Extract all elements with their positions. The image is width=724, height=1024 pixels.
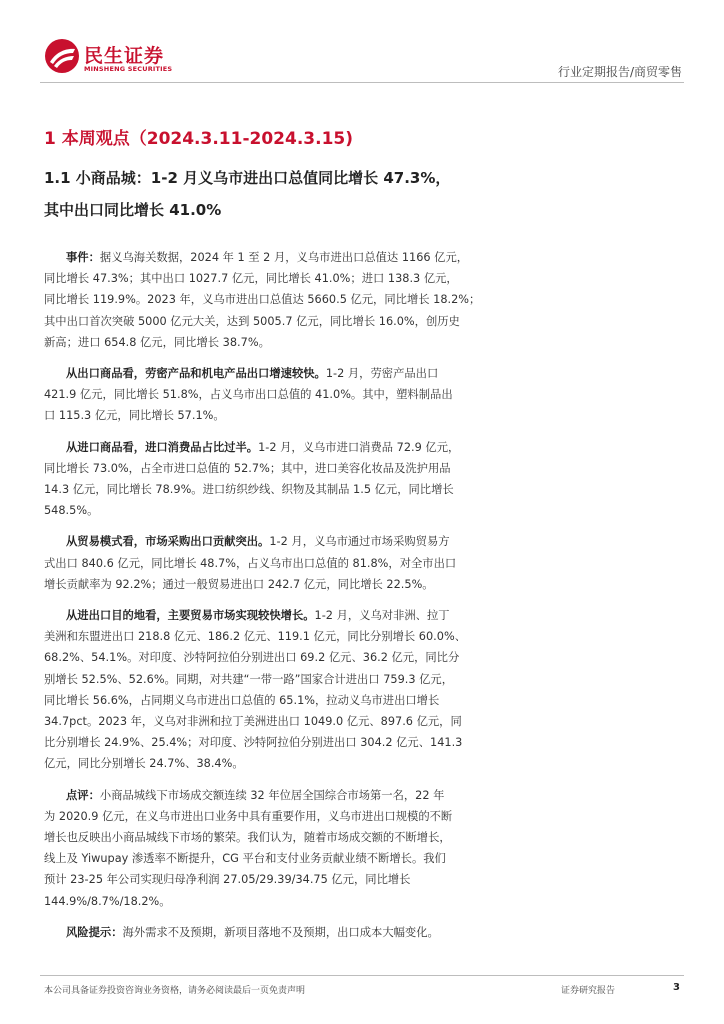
page-header bbox=[0, 0, 724, 84]
paragraph-text: 小商品城线下市场成交额连续 32 年位居全国综合市场第一名，22 年 bbox=[99, 788, 445, 802]
paragraph-trade-mode bbox=[44, 531, 684, 595]
paragraph-text: 新高；进口 654.8 亿元，同比增长 38.7%。 bbox=[44, 335, 270, 349]
paragraph-text: 1-2 月，义乌市通过市场采购贸易方 bbox=[269, 535, 450, 549]
paragraph-text: 421.9 亿元，同比增长 51.8%，占义乌市出口总值的 41.0%。其中，塑料制品出 bbox=[44, 388, 453, 402]
footer-label: 证券研究报告 bbox=[561, 986, 616, 996]
paragraph-lead: 从进口商品看，进口消费品占比过半。 bbox=[66, 440, 259, 454]
paragraph-lead: 点评： bbox=[66, 788, 100, 802]
minsheng-logo-icon bbox=[44, 38, 80, 74]
paragraph-text: 548.5%。 bbox=[44, 504, 99, 518]
footer-divider bbox=[40, 975, 684, 976]
paragraph-text: 同比增长 56.6%，占同期义乌市进出口总值的 65.1%，拉动义乌市进出口增长 bbox=[44, 693, 440, 707]
paragraph-text: 别增长 52.5%、52.6%。同期，对共建“一带一路”国家合计进出口 759.3 亿元， bbox=[44, 672, 454, 686]
paragraph-text: 1-2 月，劳密产品出口 bbox=[325, 367, 439, 381]
paragraph-text: 144.9%/8.7%/18.2%。 bbox=[44, 894, 171, 908]
header-divider bbox=[40, 82, 684, 83]
paragraph-text: 14.3 亿元，同比增长 78.9%。进口纺织纱线、织物及其制品 1.5 亿元，同比增长 bbox=[44, 483, 454, 497]
paragraph-text: 预计 23-25 年公司实现归母净利润 27.05/29.39/34.75 亿元，同比增长 bbox=[44, 873, 411, 887]
paragraph-text: 亿元，同比分别增长 24.7%、38.4%。 bbox=[44, 757, 244, 771]
paragraph-export-goods bbox=[44, 363, 684, 427]
paragraph-text: 线上及 Yiwupay 渗透率不断提升，CG 平台和支付业务贡献业绩不断增长。我们 bbox=[44, 852, 446, 866]
paragraph-text: 口 115.3 亿元，同比增长 57.1%。 bbox=[44, 409, 225, 423]
paragraph-import-goods bbox=[44, 437, 684, 522]
paragraph-text: 比分别增长 24.9%、25.4%；对印度、沙特阿拉伯分别进出口 304.2 亿元、141.3 bbox=[44, 736, 463, 750]
paragraph-text: 1-2 月，义乌市进口消费品 72.9 亿元， bbox=[258, 440, 460, 454]
paragraph-comment bbox=[44, 785, 684, 912]
paragraph-text: 同比增长 119.9%。2023 年，义乌市进出口总值达 5660.5 亿元，同比增长 18.2%； bbox=[44, 293, 481, 307]
page-number: 3 bbox=[673, 982, 680, 993]
paragraph-event bbox=[44, 247, 684, 353]
paragraph-lead: 从出口商品看，劳密产品和机电产品出口增速较快。 bbox=[66, 367, 326, 381]
paragraph-text: 同比增长 47.3%；其中出口 1027.7 亿元，同比增长 41.0%；进口 138.3 亿元， bbox=[44, 272, 458, 286]
paragraph-text: 34.7pct。2023 年，义乌对非洲和拉丁美洲进出口 1049.0 亿元、897.6 亿元，同 bbox=[44, 715, 462, 729]
logo-name: 民生证券 bbox=[84, 45, 165, 67]
paragraph-text: 68.2%、54.1%。对印度、沙特阿拉伯分别进出口 69.2 亿元、36.2 亿元，同比分 bbox=[44, 651, 460, 665]
paragraph-text: 增长贡献率为 92.2%；通过一般贸易进出口 242.7 亿元，同比增长 22.5%。 bbox=[44, 577, 434, 591]
section-heading: 1 本周观点（2024.3.11-2024.3.15) bbox=[44, 129, 354, 149]
report-type: 行业定期报告/商贸零售 bbox=[557, 65, 682, 79]
paragraph-text: 增长也反映出小商品城线下市场的繁荣。我们认为，随着市场成交额的不断增长， bbox=[44, 831, 451, 845]
paragraph-lead: 事件： bbox=[66, 251, 100, 264]
paragraph-lead: 风险提示： bbox=[66, 925, 123, 939]
paragraph-lead: 从贸易模式看，市场采购出口贡献突出。 bbox=[66, 535, 270, 549]
paragraph-text: 据义乌海关数据，2024 年 1 至 2 月，义乌市进出口总值达 1166 亿元， bbox=[99, 251, 469, 264]
paragraph-text: 式出口 840.6 亿元，同比增长 48.7%，占义乌市出口总值的 81.8%，对全市出口 bbox=[44, 556, 457, 570]
paragraph-text: 同比增长 73.0%，占全市进口总值的 52.7%；其中，进口美容化妆品及洗护用品 bbox=[44, 461, 451, 475]
subsection-heading-line-1: 1.1 小商品城：1-2 月义乌市进出口总值同比增长 47.3%， bbox=[44, 169, 451, 187]
paragraph-risk bbox=[44, 922, 684, 943]
paragraph-text: 其中出口首次突破 5000 亿元大关，达到 5005.7 亿元，同比增长 16.0%，创历史 bbox=[44, 314, 460, 328]
report-body bbox=[44, 124, 684, 953]
company-logo bbox=[44, 38, 174, 78]
logo-english-name: MINSHENG SECURITIES bbox=[84, 65, 173, 73]
subsection-heading-line-2: 其中出口同比增长 41.0% bbox=[44, 201, 222, 219]
paragraph-text: 美洲和东盟进出口 218.8 亿元、186.2 亿元、119.1 亿元，同比分别增长 60.0%、 bbox=[44, 630, 466, 644]
paragraph-text: 为 2020.9 亿元，在义乌市进出口业务中具有重要作用，义乌市进出口规模的不断 bbox=[44, 809, 453, 823]
paragraph-text: 海外需求不及预期，新项目落地不及预期，出口成本大幅变化。 bbox=[122, 925, 439, 939]
paragraph-text: 1-2 月，义乌对非洲、拉丁 bbox=[314, 609, 450, 623]
paragraph-lead: 从进出口目的地看，主要贸易市场实现较快增长。 bbox=[66, 609, 315, 623]
footer-disclaimer: 本公司具备证券投资咨询业务资格，请务必阅读最后一页免责声明 bbox=[44, 986, 306, 996]
paragraph-destinations bbox=[44, 605, 684, 775]
